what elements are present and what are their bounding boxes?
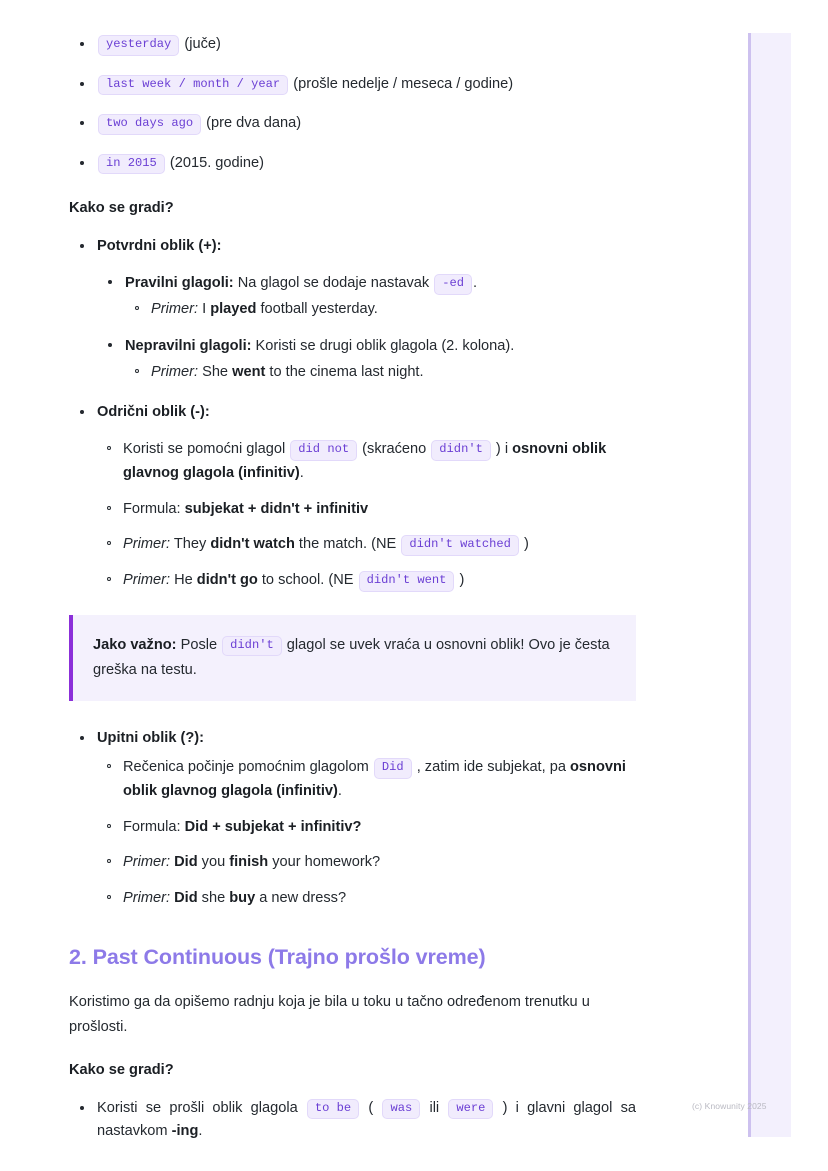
- past-continuous-formation-list: [69, 1097, 636, 1144]
- interrogative-title: Upitni oblik (?):: [97, 729, 204, 746]
- example-bold: played: [210, 300, 257, 317]
- irregular-verbs-label: Nepravilni glagoli:: [125, 338, 252, 355]
- example-label: Primer:: [123, 571, 171, 588]
- list-item-negative-rule: [97, 438, 636, 485]
- negative-rule-after: ) i: [491, 441, 513, 458]
- example-post: football yesterday.: [256, 300, 378, 317]
- negative-rule-end: .: [299, 465, 304, 482]
- code-badge-did: Did: [374, 758, 412, 779]
- list-item-example: [125, 361, 636, 385]
- past-continuous-description: Koristimo ga da opišemo radnju koja je bila u toku u tačno određenom trenutku u prošlosti.: [69, 993, 590, 1035]
- negative-rule-pre: Koristi se pomoćni glagol: [123, 441, 290, 458]
- list-item-formation: [69, 1097, 636, 1144]
- list-item-interrogative: [69, 727, 636, 911]
- code-badge-was: was: [382, 1099, 420, 1120]
- example-pre: I: [198, 300, 211, 317]
- translation-text: (prošle nedelje / meseca / godine): [293, 75, 514, 92]
- past-continuous-heading: 2. Past Continuous (Trajno prošlo vreme): [69, 944, 486, 969]
- example-label: Primer:: [151, 300, 199, 317]
- list-item-irregular-verbs: [97, 335, 636, 384]
- list-item: [69, 73, 636, 97]
- code-badge-were: were: [448, 1099, 493, 1120]
- irregular-verbs-text: Koristi se drugi oblik glagola (2. kolona).: [251, 338, 515, 355]
- callout-label: Jako važno:: [93, 636, 177, 653]
- callout-text-pre: Posle: [176, 636, 222, 653]
- example-label: Primer:: [123, 536, 171, 553]
- example-mid: the match. (NE: [294, 536, 401, 553]
- negative-rule-bold: osnovni oblik glavnog glagola (infinitiv): [123, 441, 607, 482]
- how-is-it-formed-label: Kako se gradi?: [69, 199, 174, 216]
- example-pre: She: [198, 364, 233, 381]
- list-item-interrogative-formula: [97, 816, 636, 840]
- code-badge-didnt-went: didn't went: [359, 571, 455, 592]
- interrogative-rule-bold: osnovni oblik glavnog glagola (infinitiv): [123, 759, 626, 800]
- list-item-example: [125, 298, 636, 322]
- copyright-watermark: (c) Knowunity 2025: [692, 1101, 767, 1111]
- code-badge-did-not: did not: [290, 440, 357, 461]
- regular-verbs-text-end: .: [473, 275, 478, 292]
- example-post: your homework?: [268, 854, 381, 871]
- callout-text-post: glagol se uvek vraća u osnovni oblik! Ovo je česta greška na testu.: [93, 636, 610, 678]
- list-item-interrogative-rule: [97, 756, 636, 803]
- translation-text: (juče): [184, 36, 221, 52]
- example-bold: didn't go: [196, 571, 258, 588]
- past-continuous-how-label: Kako se gradi?: [69, 1061, 174, 1078]
- list-item-negative-example-1: [97, 533, 636, 557]
- regular-example-list: [125, 298, 636, 322]
- list-item: [69, 152, 636, 176]
- translation-text: (pre dva dana): [206, 115, 302, 132]
- interrogative-rule-pre: Rečenica počinje pomoćnim glagolom: [123, 759, 373, 776]
- formation-suffix: -ing: [171, 1123, 199, 1140]
- list-item-negative-example-2: [97, 569, 636, 593]
- regular-verbs-label: Pravilni glagoli:: [125, 275, 234, 292]
- example-label: Primer:: [151, 364, 199, 381]
- formation-ili: ili: [421, 1099, 448, 1116]
- translation-text: (2015. godine): [169, 154, 264, 171]
- code-badge-didnt: didn't: [431, 440, 491, 461]
- formation-list: [69, 235, 636, 593]
- example-label: Primer:: [123, 890, 171, 906]
- example-mid: she: [197, 890, 230, 906]
- important-callout: [69, 615, 636, 701]
- interrogative-sublist: [97, 756, 636, 910]
- code-badge-in-2015: in 2015: [98, 154, 165, 175]
- list-item: [69, 33, 636, 57]
- formation-end: .: [198, 1123, 203, 1140]
- formula-value: subjekat + didn't + infinitiv: [184, 500, 369, 517]
- example-end: ): [519, 536, 529, 553]
- code-badge-to-be: to be: [307, 1099, 359, 1120]
- affirmative-sublist: [97, 272, 636, 385]
- example-bold: didn't watch: [210, 536, 295, 553]
- example-post: to the cinema last night.: [265, 364, 424, 381]
- example-end: ): [455, 571, 465, 588]
- list-item-regular-verbs: [97, 272, 636, 321]
- example-mid: to school. (NE: [257, 571, 358, 588]
- code-badge-didnt-watched: didn't watched: [401, 535, 519, 556]
- interrogative-rule-end: .: [337, 783, 342, 800]
- note-content: [69, 33, 636, 1144]
- negative-rule-mid: (skraćeno: [358, 441, 431, 458]
- example-bold: went: [232, 364, 266, 381]
- list-item-interrogative-example-1: [97, 851, 636, 875]
- code-badge-didnt-callout: didn't: [222, 636, 282, 657]
- example-pre: They: [170, 536, 211, 553]
- example-bold-2: finish: [229, 854, 269, 871]
- formation-paren-close: ) i glavni glagol sa nastavkom: [97, 1099, 636, 1140]
- list-item: [69, 112, 636, 136]
- formation-paren-open: (: [360, 1099, 382, 1116]
- example-bold-2: buy: [229, 890, 256, 906]
- decorative-side-strip: [748, 33, 791, 1137]
- interrogative-list: [69, 727, 636, 911]
- formula-label: Formula:: [123, 500, 185, 517]
- interrogative-rule-mid: , zatim ide subjekat, pa: [412, 759, 571, 776]
- time-markers-list: [69, 33, 636, 176]
- list-item-negative: [69, 401, 636, 593]
- example-post: a new dress?: [255, 890, 347, 906]
- example-pre: He: [170, 571, 197, 588]
- formation-pre: Koristi se prošli oblik glagola: [97, 1099, 306, 1116]
- irregular-example-list: [125, 361, 636, 385]
- list-item-affirmative: [69, 235, 636, 385]
- affirmative-title: Potvrdni oblik (+):: [97, 237, 222, 254]
- example-mid: you: [197, 854, 230, 871]
- list-item-interrogative-example-2: [97, 887, 636, 911]
- negative-sublist: [97, 438, 636, 592]
- code-badge-two-days-ago: two days ago: [98, 114, 201, 135]
- formula-label: Formula:: [123, 818, 185, 835]
- example-label: Primer:: [123, 854, 171, 871]
- example-bold-1: Did: [174, 854, 198, 871]
- example-bold-1: Did: [174, 890, 198, 906]
- code-badge-ed: -ed: [434, 274, 472, 295]
- code-badge-yesterday: yesterday: [98, 35, 179, 56]
- list-item-negative-formula: [97, 498, 636, 522]
- negative-title: Odrični oblik (-):: [97, 403, 210, 420]
- regular-verbs-text: Na glagol se dodaje nastavak: [233, 275, 434, 292]
- code-badge-last-week: last week / month / year: [98, 75, 288, 96]
- formula-value: Did + subjekat + infinitiv?: [184, 818, 362, 835]
